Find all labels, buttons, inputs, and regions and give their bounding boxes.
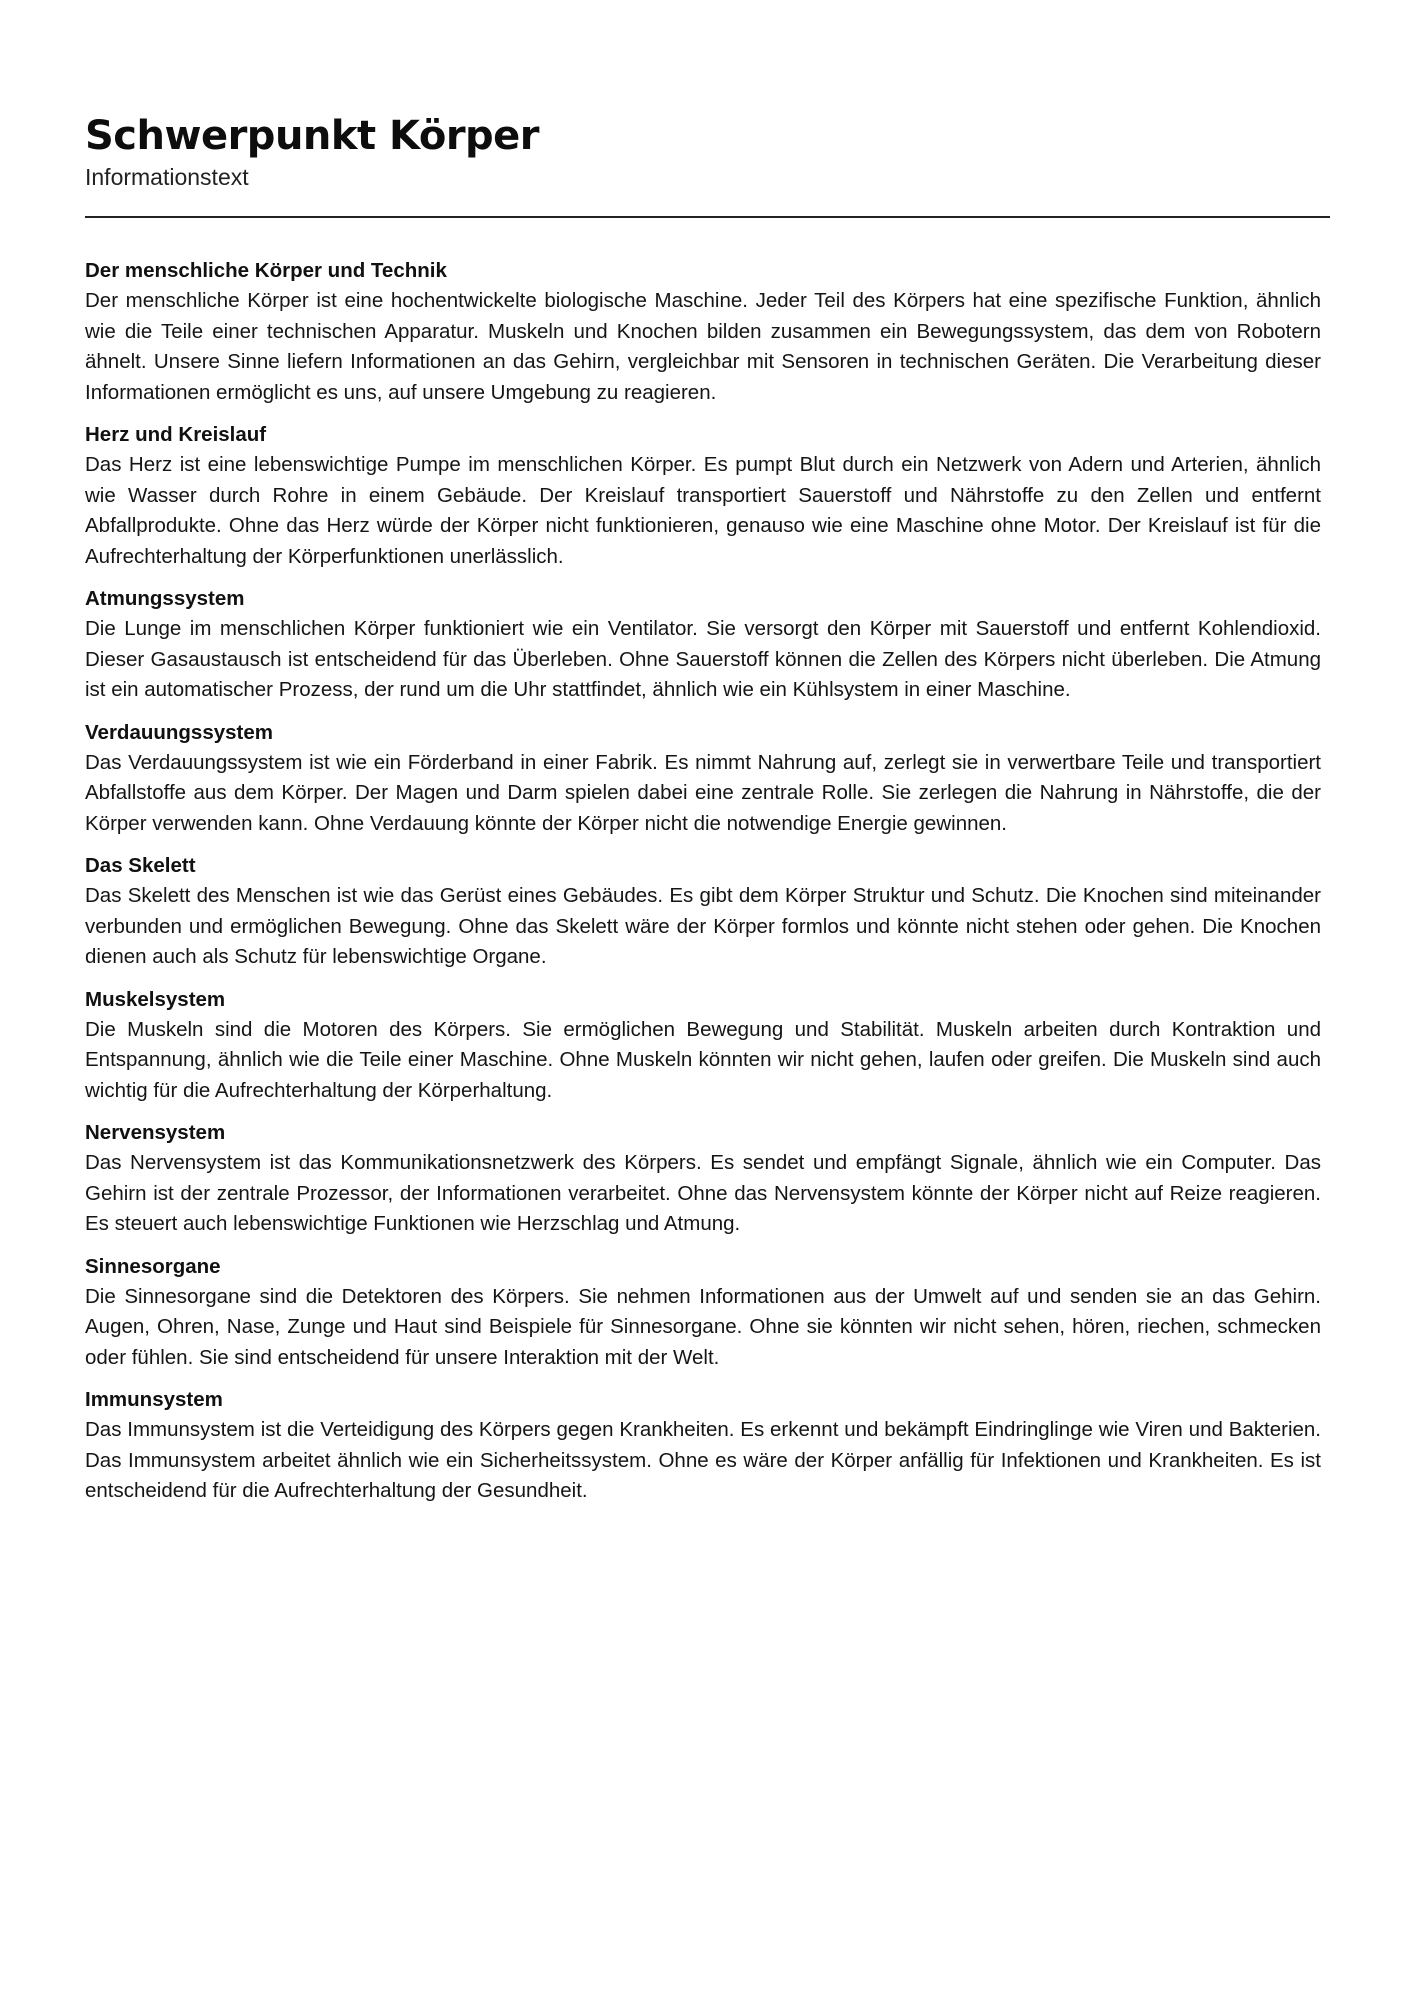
section-paragraph: Die Lunge im menschlichen Körper funktioniert wie ein Ventilator. Sie versorgt den Körper mit Sauerstoff und entfernt Kohlendioxid. Dieser Gasaustausch ist entscheidend für das Überleben. Ohne Sauerstoff können die Zellen des Körpers nicht überleben. Die Atmung ist ein automatischer Prozess, der rund um die Uhr stattfindet, ähnlich wie ein Kühlsystem in einer Maschine. bbox=[85, 617, 1321, 701]
section-paragraph: Die Sinnesorgane sind die Detektoren des Körpers. Sie nehmen Informationen aus der Umwelt auf und senden sie an das Gehirn. Augen, Ohren, Nase, Zunge und Haut sind Beispiele für Sinnesorgane. Ohne sie könnten wir nicht sehen, hören, riechen, schmecken oder fühlen. Sie sind entscheidend für unsere Interaktion mit der Welt. bbox=[85, 1284, 1321, 1369]
document-subtitle: Informationstext bbox=[85, 164, 249, 190]
section-list bbox=[85, 256, 1321, 1507]
section-digestive-system bbox=[85, 718, 1321, 840]
section-heading: Muskelsystem bbox=[85, 987, 226, 1011]
section-heart-and-circulation bbox=[85, 420, 1321, 572]
section-heading: Atmungssystem bbox=[85, 587, 245, 610]
section-heading: Immunsystem bbox=[85, 1388, 223, 1411]
section-nervous-system bbox=[85, 1118, 1321, 1240]
section-muscular-system bbox=[85, 985, 1321, 1107]
section-paragraph: Das Verdauungssystem ist wie ein Förderband in einer Fabrik. Es nimmt Nahrung auf, zerlegt sie in verwertbare Teile und transportiert Abfallstoffe aus dem Körper. Der Magen und Darm spielen dabei eine zentrale Rolle. Sie zerlegen die Nahrung in Nährstoffe, die der Körper verwenden kann. Ohne Verdauung könnte der Körper nicht die notwendige Energie gewinnen. bbox=[85, 750, 1321, 835]
section-body-and-technology bbox=[85, 256, 1321, 408]
section-paragraph: Das Immunsystem ist die Verteidigung des Körpers gegen Krankheiten. Es erkennt und bekämpft Eindringlinge wie Viren und Bakterien. Das Immunsystem arbeitet ähnlich wie ein Sicherheitssystem. Ohne es wäre der Körper anfällig für Infektionen und Krankheiten. Es ist entscheidend für die Aufrechterhaltung der Gesundheit. bbox=[85, 1418, 1321, 1502]
section-paragraph: Der menschliche Körper ist eine hochentwickelte biologische Maschine. Jeder Teil des Körpers hat eine spezifische Funktion, ähnlich wie die Teile einer technischen Apparatur. Muskeln und Knochen bilden zusammen ein Bewegungssystem, das dem von Robotern ähnelt. Unsere Sinne liefern Informationen an das Gehirn, vergleichbar mit Sensoren in technischen Geräten. Die Verarbeitung dieser Informationen ermöglicht es uns, auf unsere Umgebung zu reagieren. bbox=[85, 289, 1321, 404]
document-title: Schwerpunkt Körper bbox=[85, 113, 540, 159]
section-heading: Nervensystem bbox=[85, 1121, 226, 1144]
section-heading: Herz und Kreislauf bbox=[85, 423, 267, 446]
section-paragraph: Die Muskeln sind die Motoren des Körpers. Sie ermöglichen Bewegung und Stabilität. Muskeln arbeiten durch Kontraktion und Entspannung, ähnlich wie die Teile einer Maschine. Ohne Muskeln könnten wir nicht gehen, laufen oder greifen. Die Muskeln sind auch wichtig für die Aufrechterhaltung der Körperhaltung. bbox=[85, 1017, 1321, 1102]
section-paragraph: Das Nervensystem ist das Kommunikationsnetzwerk des Körpers. Es sendet und empfängt Signale, ähnlich wie ein Computer. Das Gehirn ist der zentrale Prozessor, der Informationen verarbeitet. Ohne das Nervensystem könnte der Körper nicht auf Reize reagieren. Es steuert auch lebenswichtige Funktionen wie Herzschlag und Atmung. bbox=[85, 1151, 1321, 1235]
section-paragraph: Das Skelett des Menschen ist wie das Gerüst eines Gebäudes. Es gibt dem Körper Struktur und Schutz. Die Knochen sind miteinander verbunden und ermöglichen Bewegung. Ohne das Skelett wäre der Körper formlos und könnte nicht stehen oder gehen. Die Knochen dienen auch als Schutz für lebenswichtige Organe. bbox=[85, 884, 1321, 968]
section-immune-system bbox=[85, 1385, 1321, 1507]
section-heading: Der menschliche Körper und Technik bbox=[85, 259, 447, 282]
document-page bbox=[85, 112, 1330, 1519]
section-sense-organs bbox=[85, 1252, 1321, 1374]
section-heading: Verdauungssystem bbox=[85, 720, 273, 744]
title-divider bbox=[85, 216, 1330, 218]
section-respiratory-system bbox=[85, 584, 1321, 706]
section-heading: Sinnesorgane bbox=[85, 1254, 221, 1278]
section-heading: Das Skelett bbox=[85, 854, 196, 877]
section-skeleton bbox=[85, 851, 1321, 973]
section-paragraph: Das Herz ist eine lebenswichtige Pumpe im menschlichen Körper. Es pumpt Blut durch ein Netzwerk von Adern und Arterien, ähnlich wie Wasser durch Rohre in einem Gebäude. Der Kreislauf transportiert Sauerstoff und Nährstoffe zu den Zellen und entfernt Abfallprodukte. Ohne das Herz würde der Körper nicht funktionieren, genauso wie eine Maschine ohne Motor. Der Kreislauf ist für die Aufrechterhaltung der Körperfunktionen unerlässlich. bbox=[85, 453, 1321, 568]
